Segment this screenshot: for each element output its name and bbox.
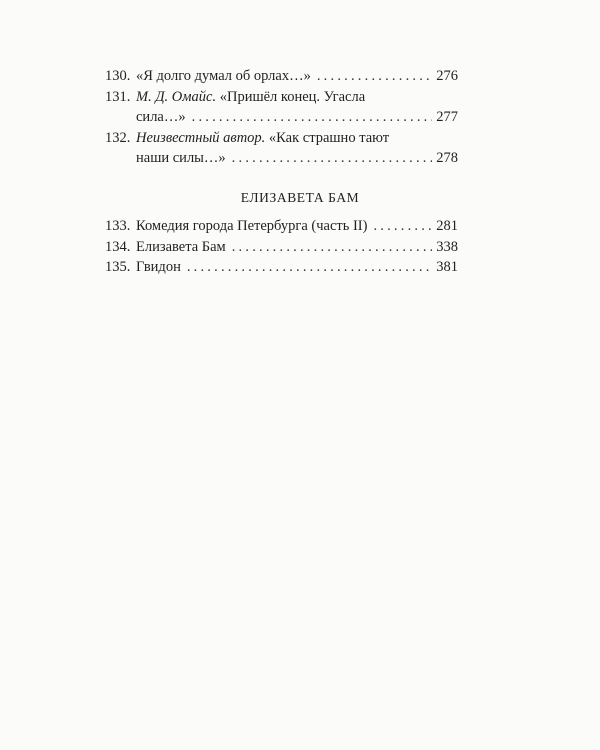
entry-title: «Как страшно тают: [268, 129, 390, 146]
toc-entry-130: [105, 66, 458, 87]
toc-list-top: [105, 66, 458, 169]
dot-leader: [373, 216, 432, 237]
toc-entry-131: [105, 87, 458, 128]
entry-page-number: 338: [436, 238, 458, 255]
entry-line: [136, 128, 458, 149]
entry-body: [136, 87, 458, 128]
entry-page-number: 277: [436, 109, 458, 125]
entry-number: 134.: [105, 238, 131, 255]
entry-line: [136, 66, 458, 87]
entry-body: [136, 66, 458, 87]
entry-body: [136, 257, 458, 278]
entry-number: 131.: [105, 88, 131, 105]
section-heading: ЕЛИЗАВЕТА БАМ: [240, 190, 360, 205]
entry-page-number: 281: [436, 218, 458, 234]
entry-line: [136, 237, 458, 258]
entry-body: [136, 216, 458, 237]
toc-list-bottom: [105, 216, 458, 278]
toc-entry-133: [105, 216, 458, 237]
entry-number: 132.: [105, 129, 131, 146]
entry-author: М. Д. Омайс.: [136, 88, 217, 105]
toc-entry-134: [105, 237, 458, 258]
entry-page-number: 381: [436, 259, 458, 275]
entry-title-first-line: [136, 128, 389, 149]
dot-leader: [232, 148, 433, 169]
entry-page-number: 278: [436, 150, 458, 166]
entry-line: [136, 216, 458, 237]
entry-body: [136, 237, 458, 258]
entry-body: [136, 128, 458, 169]
dot-leader: [187, 257, 432, 278]
toc-entry-135: [105, 257, 458, 278]
entry-page-number: 276: [436, 68, 458, 84]
entry-number: 130.: [105, 68, 131, 84]
entry-number: 135.: [105, 259, 131, 275]
entry-line: [136, 148, 458, 169]
dot-leader: [192, 107, 433, 128]
toc-entry-132: [105, 128, 458, 169]
entry-number: 133.: [105, 218, 131, 234]
entry-title: Гвидон: [136, 259, 181, 275]
entry-title-first-line: [136, 87, 365, 108]
entry-author: Неизвестный автор.: [136, 129, 266, 146]
entry-line: [136, 257, 458, 278]
entry-title-continuation: сила…»: [136, 109, 186, 125]
dot-leader: [317, 66, 432, 87]
entry-title: Комедия города Петербурга (часть II): [136, 218, 368, 234]
entry-title: «Пришёл конец. Угасла: [219, 88, 366, 105]
dot-leader: [232, 237, 433, 258]
entry-line: [136, 87, 458, 108]
entry-title-continuation: наши силы…»: [136, 150, 226, 166]
entry-line: [136, 107, 458, 128]
entry-title: «Я долго думал об орлах…»: [136, 68, 311, 84]
entry-title: Елизавета Бам: [136, 238, 226, 255]
